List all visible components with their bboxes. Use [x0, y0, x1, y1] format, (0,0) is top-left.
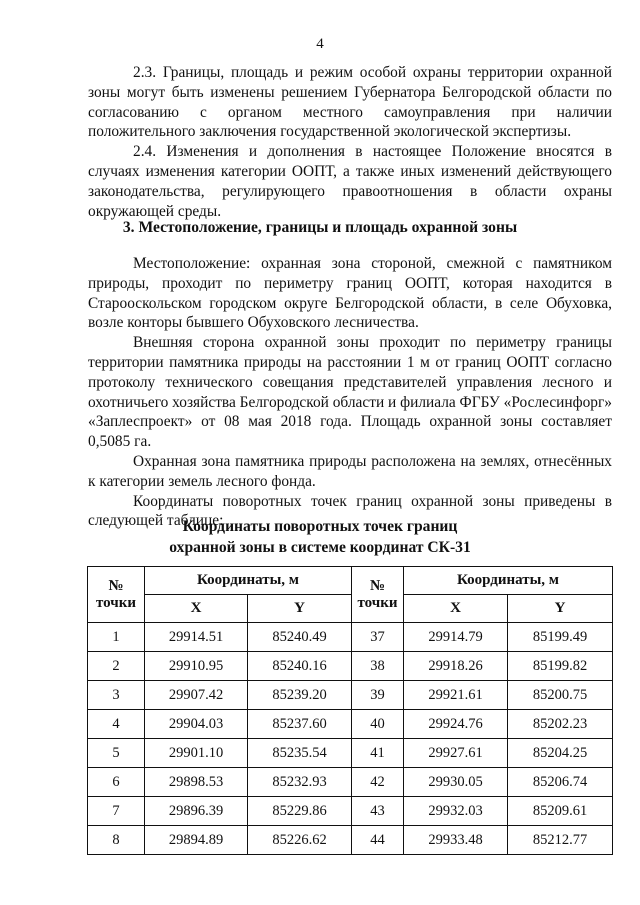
cell-y1: 85229.86 [248, 797, 352, 826]
table-row [88, 681, 613, 710]
header-point-number: № точки [352, 567, 404, 623]
cell-x2: 29930.05 [404, 768, 508, 797]
cell-n2: 41 [352, 739, 404, 768]
cell-n2: 39 [352, 681, 404, 710]
cell-y1: 85237.60 [248, 710, 352, 739]
cell-y1: 85240.16 [248, 652, 352, 681]
cell-y1: 85235.54 [248, 739, 352, 768]
paragraph-land-category: Охранная зона памятника природы расположена на землях, отнесённых к категории земель лесного фонда. [88, 452, 612, 490]
cell-y1: 85226.62 [248, 826, 352, 855]
coordinates-table [87, 566, 613, 855]
cell-n1: 1 [88, 623, 145, 652]
paragraph-2-3: 2.3. Границы, площадь и режим особой охраны территории охранной зоны могут быть изменены решением Губернатора Белгородской области по согласованию с органом местного самоуправления при наличии положительного заключения государственной экологической экспертизы. [88, 64, 612, 141]
cell-y1: 85232.93 [248, 768, 352, 797]
table-row [88, 623, 613, 652]
section-heading: 3. Местоположение, границы и площадь охранной зоны [122, 219, 518, 236]
header-y: Y [248, 595, 352, 623]
cell-x2: 29933.48 [404, 826, 508, 855]
cell-x2: 29932.03 [404, 797, 508, 826]
table-row [88, 739, 613, 768]
section-3-paragraphs [88, 254, 612, 531]
cell-y2: 85204.25 [508, 739, 613, 768]
paragraph-2-4: 2.4. Изменения и дополнения в настоящее Положение вносятся в случаях изменения категории ООПТ, а также иных изменений действующего законодательства, регулирующего правоотношения в области охраны окружающей среды. [88, 143, 612, 220]
cell-x1: 29904.03 [145, 710, 248, 739]
cell-y2: 85199.49 [508, 623, 613, 652]
cell-n2: 42 [352, 768, 404, 797]
table-header-row [88, 567, 613, 595]
cell-x1: 29914.51 [145, 623, 248, 652]
cell-x2: 29921.61 [404, 681, 508, 710]
cell-n1: 8 [88, 826, 145, 855]
cell-y2: 85202.23 [508, 710, 613, 739]
header-coordinates: Координаты, м [404, 567, 613, 595]
cell-y2: 85209.61 [508, 797, 613, 826]
cell-n2: 38 [352, 652, 404, 681]
table-row [88, 826, 613, 855]
cell-n1: 2 [88, 652, 145, 681]
cell-x1: 29901.10 [145, 739, 248, 768]
table-title-line-2: охранной зоны в системе координат СК-31 [169, 539, 471, 556]
cell-x2: 29927.61 [404, 739, 508, 768]
paragraph-location: Местоположение: охранная зона стороной, смежной с памятником природы, проходит по периметру границ ООПТ, которая находится в Старооскольском городском округе Белгородской области, в селе Обуховка, возле конторы бывшего Обуховского лесничества. [88, 255, 612, 332]
cell-n1: 3 [88, 681, 145, 710]
cell-n1: 7 [88, 797, 145, 826]
header-y: Y [508, 595, 613, 623]
page-number: 4 [316, 36, 324, 52]
cell-y1: 85240.49 [248, 623, 352, 652]
cell-x1: 29907.42 [145, 681, 248, 710]
table-subheader-row [88, 595, 613, 623]
table-row [88, 768, 613, 797]
section-2-paragraphs [88, 63, 612, 221]
cell-n2: 44 [352, 826, 404, 855]
cell-y2: 85199.82 [508, 652, 613, 681]
cell-n1: 4 [88, 710, 145, 739]
cell-x1: 29898.53 [145, 768, 248, 797]
cell-n1: 5 [88, 739, 145, 768]
cell-n2: 40 [352, 710, 404, 739]
cell-y1: 85239.20 [248, 681, 352, 710]
header-coordinates: Координаты, м [145, 567, 352, 595]
table-title-line-1: Координаты поворотных точек границ [182, 518, 458, 535]
table-title [0, 516, 640, 558]
cell-y2: 85200.75 [508, 681, 613, 710]
cell-x1: 29896.39 [145, 797, 248, 826]
cell-x2: 29914.79 [404, 623, 508, 652]
cell-n2: 37 [352, 623, 404, 652]
cell-y2: 85206.74 [508, 768, 613, 797]
cell-y2: 85212.77 [508, 826, 613, 855]
table-row [88, 652, 613, 681]
paragraph-table-intro: Координаты поворотных точек границ охранной зоны приведены в следующей таблице: [88, 492, 612, 530]
cell-x1: 29894.89 [145, 826, 248, 855]
cell-n1: 6 [88, 768, 145, 797]
cell-n2: 43 [352, 797, 404, 826]
header-point-number: № точки [88, 567, 145, 623]
cell-x2: 29924.76 [404, 710, 508, 739]
header-x: X [404, 595, 508, 623]
table-row [88, 710, 613, 739]
header-x: X [145, 595, 248, 623]
table-row [88, 797, 613, 826]
paragraph-outer-boundary: Внешняя сторона охранной зоны проходит по периметру границы территории памятника природы на расстоянии 1 м от границ ООПТ согласно протоколу технического совещания представителей управления лесного и охотничьего хозяйства Белгородской области и филиала ФГБУ «Рослесинфорг» «Заплеспроект» от 08 мая 2018 года. Площадь охранной зоны составляет 0,5085 га. [88, 334, 613, 451]
cell-x2: 29918.26 [404, 652, 508, 681]
cell-x1: 29910.95 [145, 652, 248, 681]
